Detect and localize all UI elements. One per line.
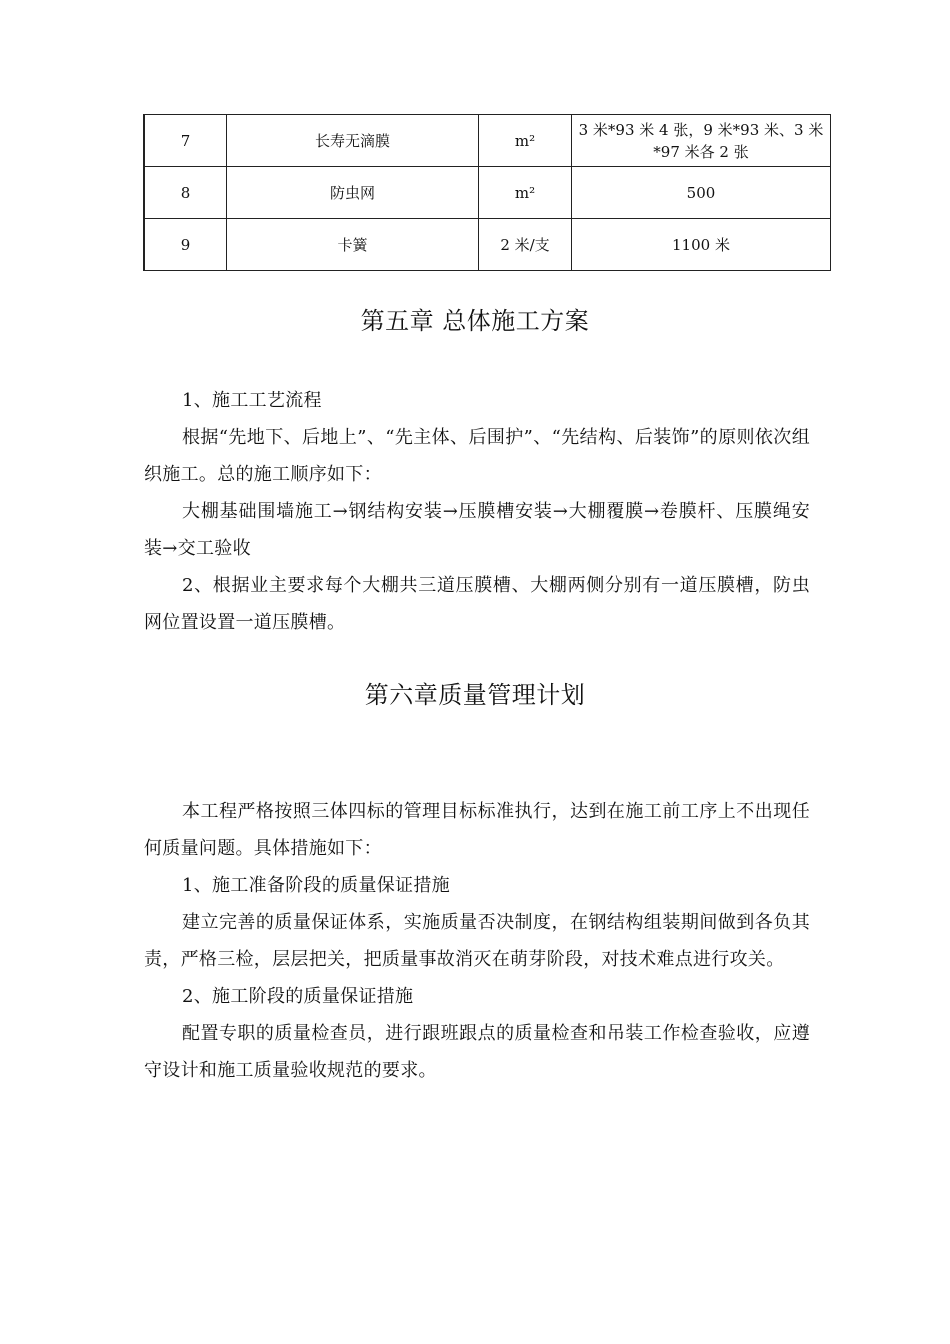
- chapter-5-paragraph: 根据“先地下、后地上”、“先主体、后围护”、“先结构、后装饰”的原则依次组织施工。总的施工顺序如下：: [144, 427, 810, 485]
- material-name: 长寿无滴膜: [227, 115, 479, 167]
- chapter-5-paragraph: 大棚基础围墙施工→钢结构安装→压膜槽安装→大棚覆膜→卷膜杆、压膜绳安装→交工验收: [144, 501, 810, 559]
- chapter-6-paragraph: 配置专职的质量检查员，进行跟班跟点的质量检查和吊装工作检查验收，应遵守设计和施工质量验收规范的要求。: [144, 1023, 810, 1081]
- chapter-6-paragraph: 2、施工阶段的质量保证措施: [182, 986, 414, 1007]
- table-row: [144, 115, 831, 167]
- material-unit: m²: [479, 167, 572, 219]
- chapter-6-paragraph: 本工程严格按照三体四标的管理目标标准执行，达到在施工前工序上不出现任何质量问题。具体措施如下：: [144, 801, 810, 859]
- materials-table: [143, 114, 831, 271]
- material-unit: 2 米/支: [479, 219, 572, 271]
- chapter-6-paragraph: 建立完善的质量保证体系，实施质量否决制度，在钢结构组装期间做到各负其责，严格三检，层层把关，把质量事故消灭在萌芽阶段，对技术难点进行攻关。: [144, 912, 810, 970]
- chapter-6-title: 第六章质量管理计划: [364, 681, 586, 709]
- row-number: 7: [144, 115, 227, 167]
- row-number: 8: [144, 167, 227, 219]
- material-name: 防虫网: [227, 167, 479, 219]
- material-quantity: 500: [572, 167, 831, 219]
- material-unit: m²: [479, 115, 572, 167]
- chapter-5-title: 第五章 总体施工方案: [360, 307, 590, 335]
- material-quantity: 3 米*93 米 4 张，9 米*93 米、3 米*97 米各 2 张: [572, 115, 831, 167]
- material-quantity: 1100 米: [572, 219, 831, 271]
- table-row: [144, 219, 831, 271]
- table-row: [144, 167, 831, 219]
- material-name: 卡簧: [227, 219, 479, 271]
- chapter-6-paragraph: 1、施工准备阶段的质量保证措施: [182, 875, 450, 896]
- chapter-5-paragraph: 1、施工工艺流程: [182, 390, 322, 411]
- chapter-5-paragraph: 2、根据业主要求每个大棚共三道压膜槽、大棚两侧分别有一道压膜槽，防虫网位置设置一道压膜槽。: [144, 575, 810, 633]
- row-number: 9: [144, 219, 227, 271]
